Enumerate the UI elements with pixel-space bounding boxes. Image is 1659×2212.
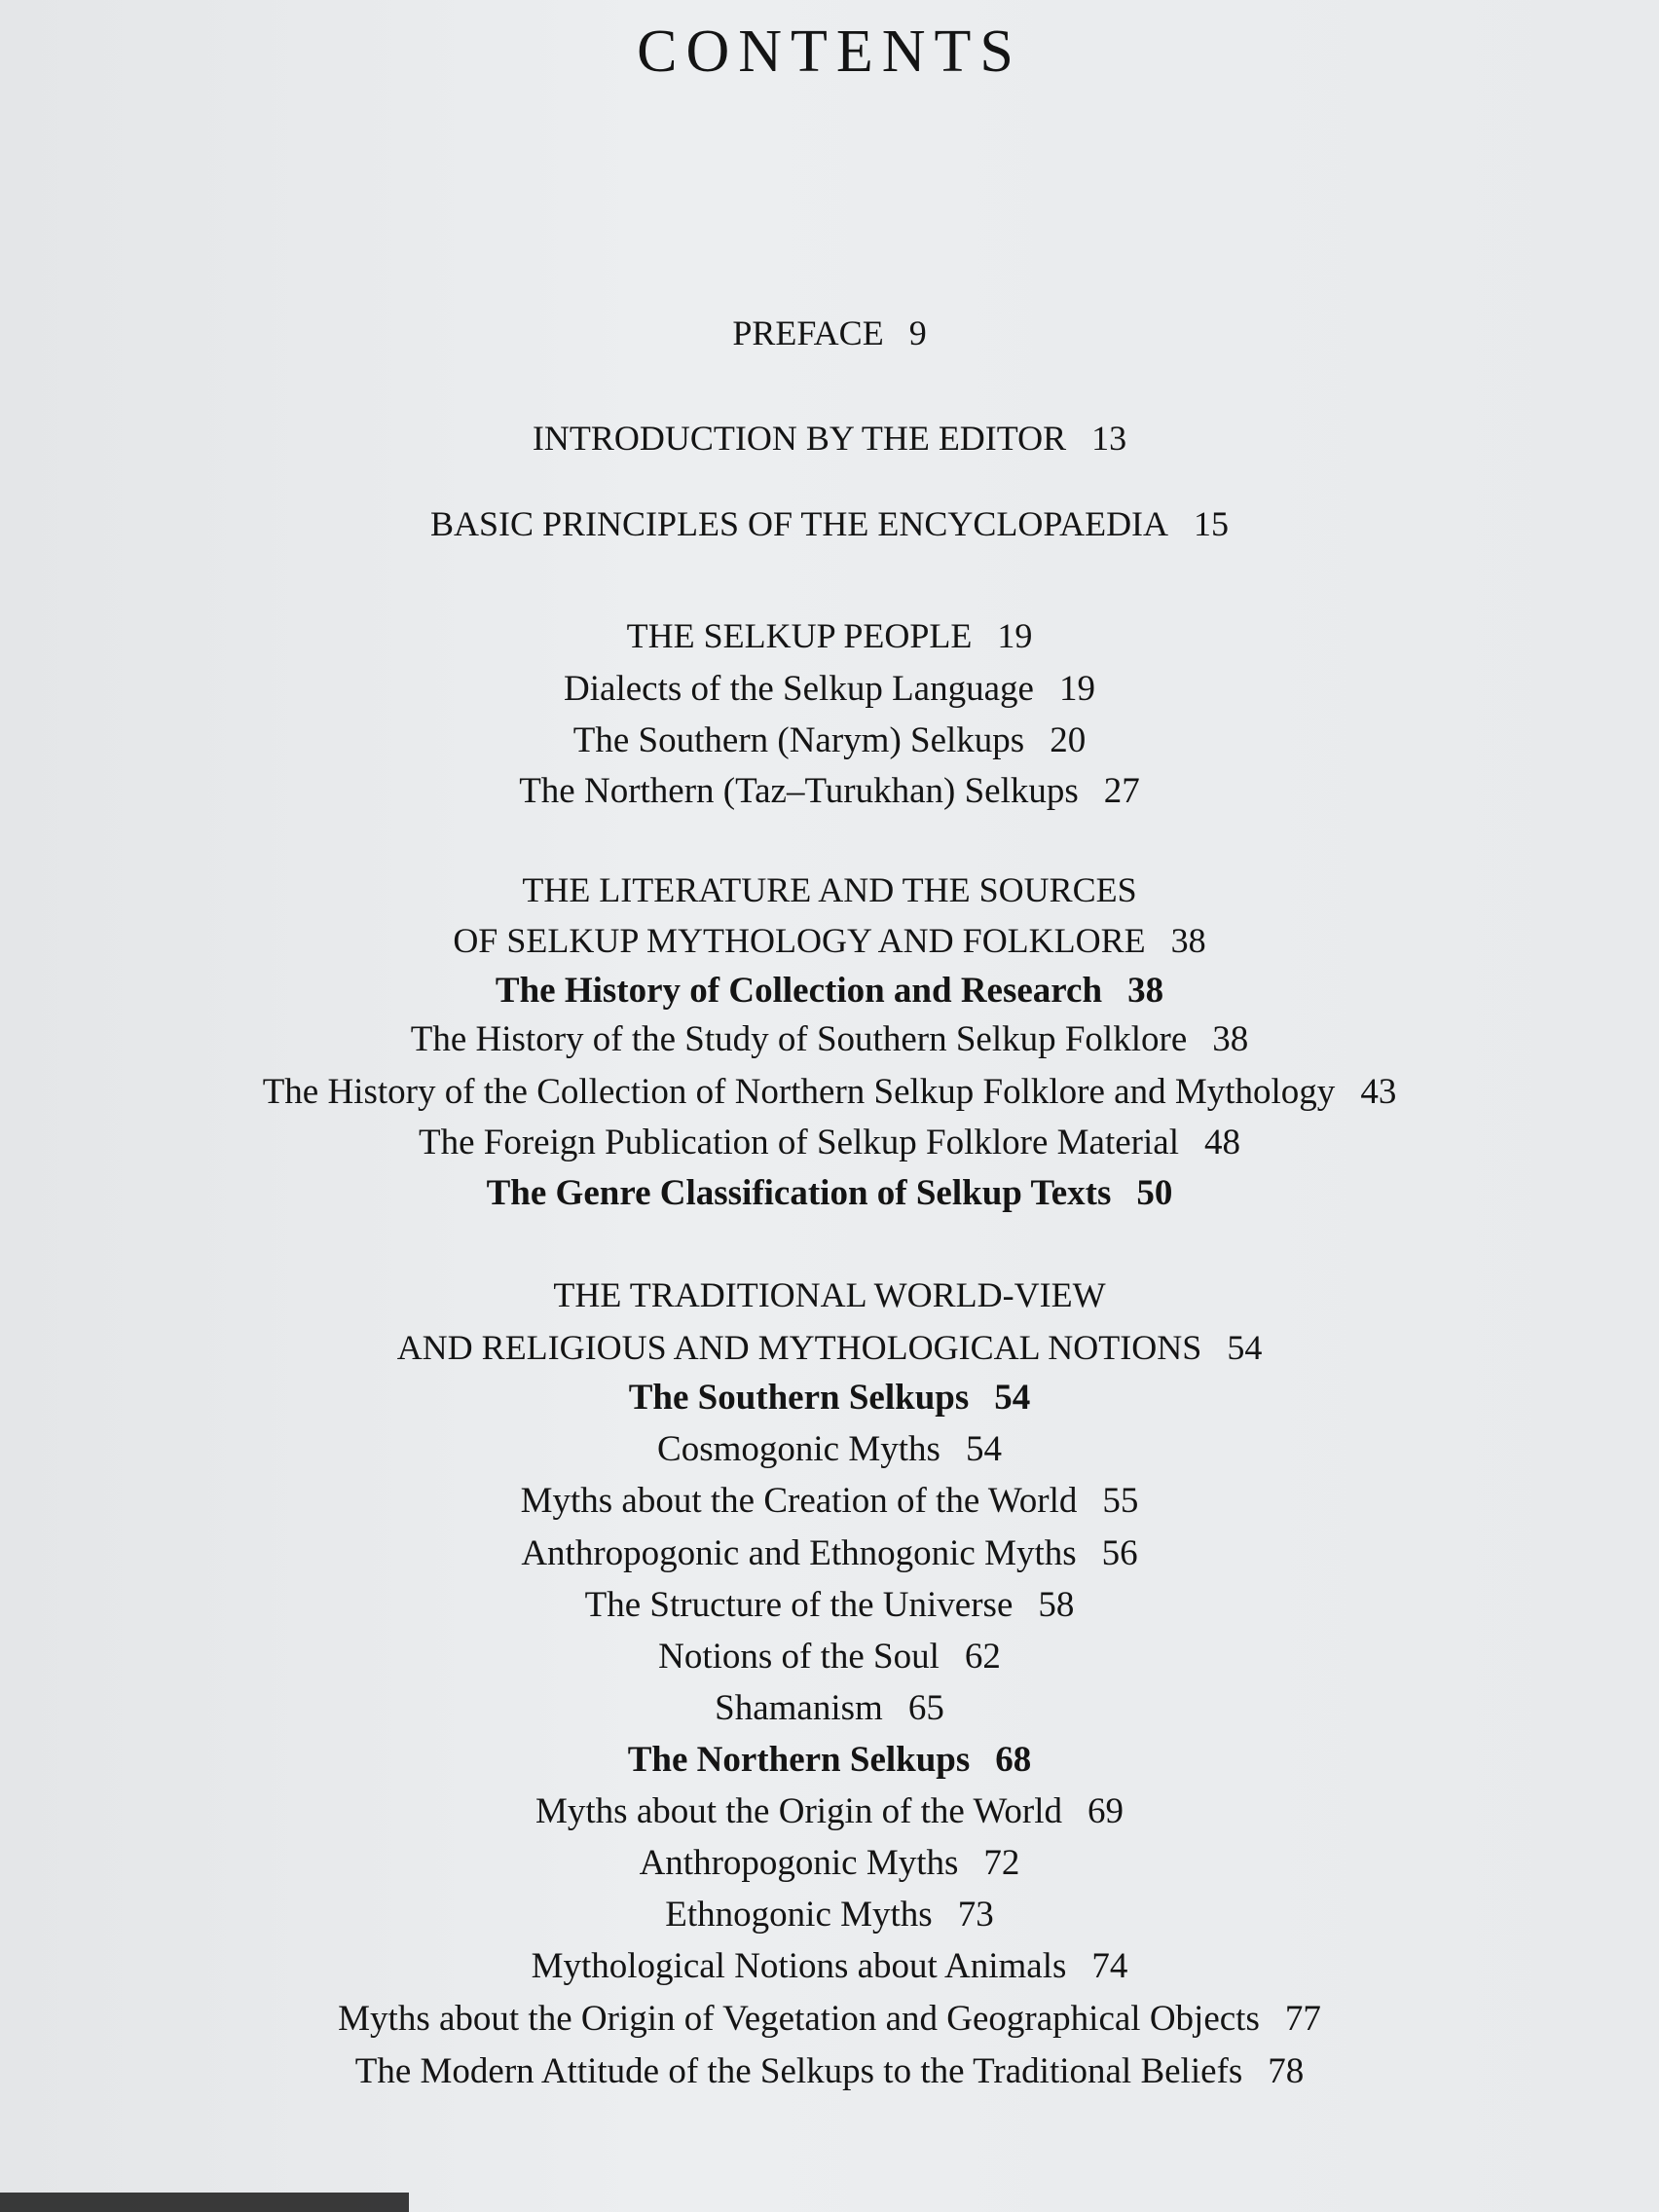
toc-entry-title: The History of the Collection of Northern Selkup Folklore and Mythology: [262, 1072, 1336, 1112]
toc-entry: [0, 1480, 1659, 1523]
toc-entry-title: THE LITERATURE AND THE SOURCES: [522, 870, 1137, 909]
toc-entry-title: Myths about the Origin of Vegetation and Geographical Objects: [338, 1999, 1260, 2039]
toc-entry-title: BASIC PRINCIPLES OF THE ENCYCLOPAEDIA: [429, 504, 1169, 543]
toc-entry: [0, 1377, 1659, 1419]
toc-entry-title: The Northern (Taz–Turukhan) Selkups: [519, 771, 1079, 811]
toc-entry: [0, 614, 1659, 657]
toc-entry-page: 62: [964, 1637, 1001, 1677]
toc-entry: [0, 970, 1659, 1013]
toc-entry-title: The History of Collection and Research: [495, 971, 1103, 1011]
toc-entry: [0, 417, 1659, 460]
toc-entry: [0, 1122, 1659, 1164]
toc-entry-page: 56: [1101, 1533, 1138, 1573]
toc-entry-page: 20: [1050, 720, 1087, 760]
toc-entry-page: 19: [1058, 669, 1095, 709]
toc-entry-title: The Northern Selkups: [627, 1740, 971, 1780]
toc-entry-title: PREFACE: [732, 313, 884, 352]
toc-entry-title: Dialects of the Selkup Language: [564, 669, 1034, 709]
toc-entry-title: Mythological Notions about Animals: [531, 1946, 1067, 1986]
toc-entry-page: 54: [1227, 1328, 1263, 1367]
toc-entry-title: Ethnogonic Myths: [665, 1895, 933, 1935]
toc-entry-page: 9: [908, 313, 927, 352]
toc-entry-page: 38: [1212, 1019, 1249, 1059]
toc-entry-page: 73: [957, 1895, 994, 1935]
toc-entry: [0, 919, 1659, 962]
watermark-strip: [0, 2193, 409, 2212]
toc-entry: [0, 1636, 1659, 1678]
toc-entry-page: 77: [1284, 1999, 1321, 2039]
toc-entry-title: Myths about the Origin of the World: [535, 1791, 1062, 1831]
toc-entry-title: Anthropogonic and Ethnogonic Myths: [521, 1533, 1077, 1573]
toc-entry: [0, 1894, 1659, 1936]
toc-entry-page: 27: [1103, 771, 1140, 811]
toc-entry-page: 43: [1360, 1072, 1397, 1112]
toc-entry-page: 19: [997, 616, 1033, 655]
toc-entry-title: Shamanism: [715, 1688, 883, 1728]
toc-entry-page: 48: [1203, 1123, 1240, 1162]
toc-entry: [0, 868, 1659, 911]
toc-entry-title: The Genre Classification of Selkup Texts: [486, 1173, 1112, 1213]
toc-entry: [0, 502, 1659, 545]
toc-entry: [0, 1584, 1659, 1627]
toc-entry-title: The Southern (Narym) Selkups: [572, 720, 1025, 760]
toc-entry-title: AND RELIGIOUS AND MYTHOLOGICAL NOTIONS: [396, 1328, 1202, 1367]
toc-entry: [0, 1739, 1659, 1782]
toc-entry-page: 74: [1091, 1946, 1128, 1986]
toc-entry: [0, 1172, 1659, 1215]
toc-entry-page: 38: [1127, 971, 1164, 1011]
toc-entry-title: The Southern Selkups: [628, 1378, 970, 1418]
toc-entry-title: The Modern Attitude of the Selkups to the Traditional Beliefs: [354, 2051, 1243, 2091]
toc-entry: [0, 312, 1659, 354]
toc-entry-page: 13: [1091, 419, 1127, 458]
toc-entry-page: 65: [907, 1688, 944, 1728]
toc-entry-page: 69: [1088, 1791, 1124, 1831]
toc-entry-title: THE SELKUP PEOPLE: [626, 616, 973, 655]
toc-entry-page: 55: [1102, 1481, 1139, 1521]
toc-entry-title: Anthropogonic Myths: [639, 1843, 959, 1883]
toc-entry-page: 38: [1170, 921, 1206, 960]
toc-entry: [0, 1018, 1659, 1061]
toc-entry-title: Notions of the Soul: [658, 1637, 940, 1677]
toc-entry: [0, 1945, 1659, 1988]
toc-entry: [0, 770, 1659, 813]
toc-entry-page: 68: [995, 1740, 1032, 1780]
toc-entry-title: The Structure of the Universe: [584, 1585, 1014, 1625]
toc-entry: [0, 1071, 1659, 1114]
toc-entry: [0, 1790, 1659, 1833]
toc-entry: [0, 719, 1659, 762]
toc-entry-title: INTRODUCTION BY THE EDITOR: [532, 419, 1067, 458]
toc-entry-title: The Foreign Publication of Selkup Folklore Material: [419, 1123, 1179, 1162]
toc-entry-title: THE TRADITIONAL WORLD-VIEW: [553, 1275, 1106, 1314]
toc-entry-page: 50: [1136, 1173, 1173, 1213]
toc-entry: [0, 1428, 1659, 1471]
toc-entry-page: 58: [1038, 1585, 1075, 1625]
toc-entry: [0, 1326, 1659, 1369]
toc-entry: [0, 1687, 1659, 1730]
toc-entry: [0, 1998, 1659, 2041]
toc-entry-title: OF SELKUP MYTHOLOGY AND FOLKLORE: [453, 921, 1146, 960]
toc-entry-page: 54: [965, 1429, 1002, 1469]
toc-entry-page: 15: [1194, 504, 1230, 543]
toc-entry-title: Cosmogonic Myths: [657, 1429, 940, 1469]
toc-entry-page: 54: [994, 1378, 1031, 1418]
toc-entry-page: 72: [983, 1843, 1020, 1883]
toc-entry-title: The History of the Study of Southern Selkup Folklore: [410, 1019, 1188, 1059]
toc-entry-title: Myths about the Creation of the World: [520, 1481, 1078, 1521]
toc-entry: [0, 1842, 1659, 1885]
page-title: CONTENTS: [637, 18, 1022, 85]
toc-entry: [0, 1532, 1659, 1575]
toc-entry-page: 78: [1268, 2051, 1305, 2091]
toc-entry: [0, 2050, 1659, 2093]
toc-entry: [0, 1273, 1659, 1316]
toc-entry: [0, 668, 1659, 711]
